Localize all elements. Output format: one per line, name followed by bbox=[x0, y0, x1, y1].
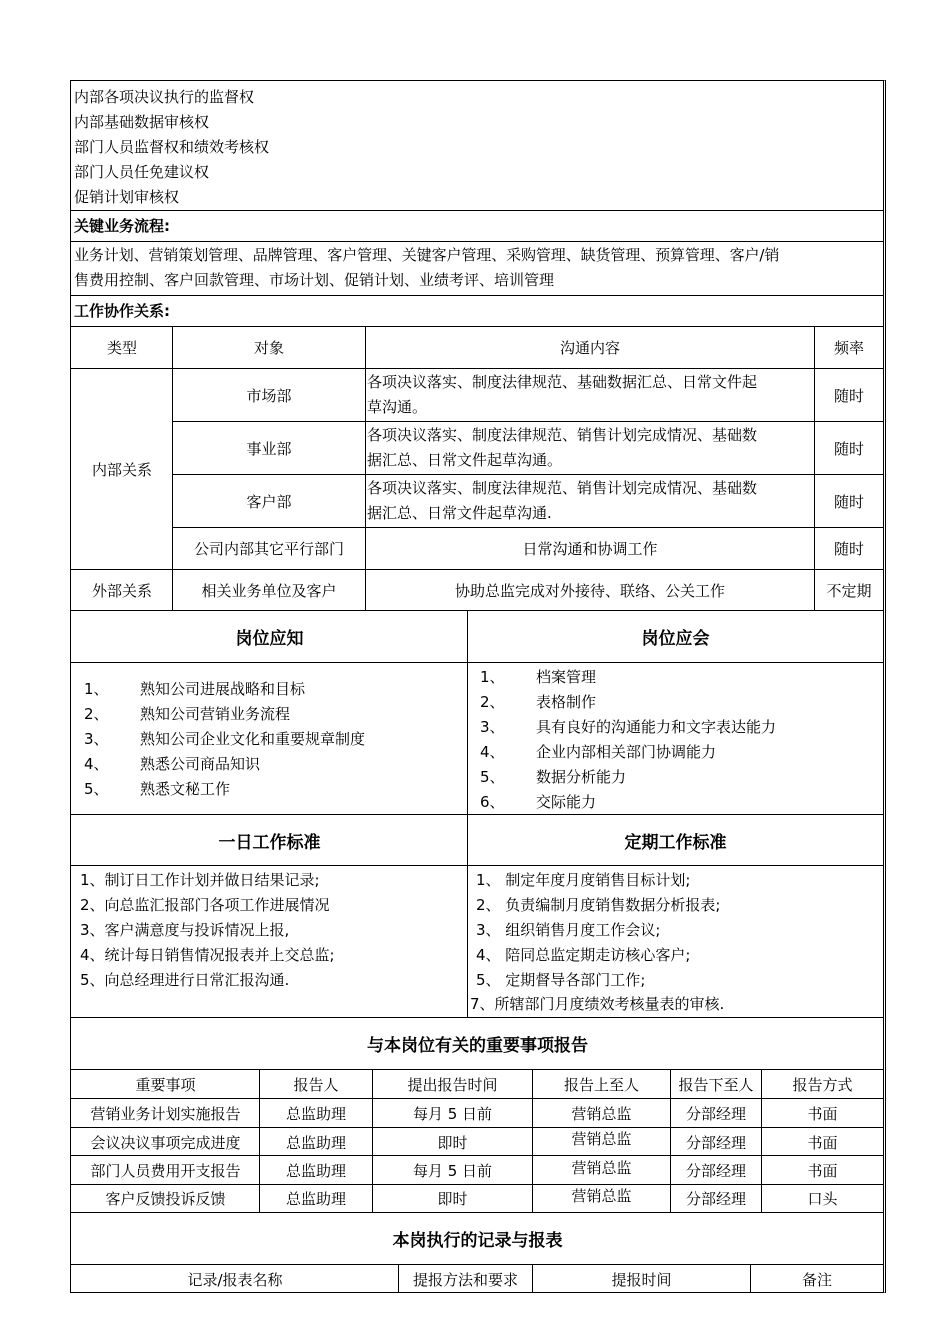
records-title: 本岗执行的记录与报表 bbox=[392, 1231, 563, 1251]
report-cell: 即时 bbox=[437, 1133, 468, 1152]
report-cell: 总监助理 bbox=[285, 1190, 346, 1208]
report-cell: 营销总监 bbox=[571, 1104, 632, 1123]
records-header-cell: 记录/报表名称 bbox=[187, 1270, 283, 1289]
coop-row-freq: 随时 bbox=[833, 439, 864, 458]
daily-item: 3、客户满意度与投诉情况上报, bbox=[80, 921, 290, 939]
report-cell: 每月 5 日前 bbox=[412, 1104, 493, 1123]
know-item: 5、 熟悉文秘工作 bbox=[84, 780, 231, 798]
skill-item: 3、 具有良好的沟通能力和文字表达能力 bbox=[480, 718, 777, 736]
coop-row-content: 据汇总、日常文件起草沟通。 bbox=[367, 451, 563, 469]
know-item: 1、 熟知公司进展战略和目标 bbox=[84, 680, 306, 698]
know-item: 4、 熟悉公司商品知识 bbox=[84, 755, 261, 773]
coop-header-object: 对象 bbox=[253, 338, 284, 357]
report-cell: 会议决议事项完成进度 bbox=[90, 1133, 241, 1152]
daily-item: 1、制订日工作计划并做日结果记录; bbox=[80, 871, 320, 889]
external-object: 相关业务单位及客户 bbox=[201, 581, 337, 600]
records-header-cell: 提报方法和要求 bbox=[412, 1270, 518, 1289]
skill-item: 6、 交际能力 bbox=[480, 793, 597, 811]
report-cell: 书面 bbox=[807, 1161, 838, 1180]
records-header-cell: 备注 bbox=[801, 1270, 832, 1289]
right-item: 部门人员任免建议权 bbox=[74, 163, 210, 181]
coop-row-object: 客户部 bbox=[246, 492, 292, 511]
coop-row-content: 据汇总、日常文件起草沟通. bbox=[367, 504, 552, 522]
skill-item: 4、 企业内部相关部门协调能力 bbox=[480, 743, 717, 761]
report-cell: 口头 bbox=[807, 1190, 838, 1208]
report-cell: 总监助理 bbox=[285, 1161, 346, 1180]
coop-row-freq: 随时 bbox=[833, 386, 864, 405]
reports-header-cell: 提出报告时间 bbox=[407, 1075, 498, 1094]
report-cell: 分部经理 bbox=[685, 1133, 746, 1152]
reports-title: 与本岗位有关的重要事项报告 bbox=[367, 1036, 588, 1056]
reports-header-cell: 报告方式 bbox=[792, 1075, 853, 1094]
external-freq: 不定期 bbox=[826, 581, 872, 600]
report-cell: 书面 bbox=[807, 1104, 838, 1123]
coop-row-content: 日常沟通和协调工作 bbox=[522, 540, 658, 558]
daily-item: 4、统计每日销售情况报表并上交总监; bbox=[80, 946, 335, 964]
coop-row-content: 各项决议落实、制度法律规范、销售计划完成情况、基础数 bbox=[367, 426, 758, 444]
report-cell: 书面 bbox=[807, 1133, 838, 1152]
right-item: 内部基础数据审核权 bbox=[74, 113, 210, 131]
report-cell: 部门人员费用开支报告 bbox=[90, 1161, 241, 1180]
report-cell: 客户反馈投诉反馈 bbox=[105, 1190, 226, 1208]
coop-row-object: 公司内部其它平行部门 bbox=[193, 540, 344, 558]
reports-header-cell: 报告人 bbox=[293, 1075, 339, 1094]
report-cell: 营销业务计划实施报告 bbox=[90, 1104, 241, 1123]
external-label: 外部关系 bbox=[91, 581, 152, 600]
periodic-item: 7、所辖部门月度绩效考核量表的审核. bbox=[470, 995, 725, 1013]
daily-title: 一日工作标准 bbox=[218, 832, 321, 853]
key-process-line: 售费用控制、客户回款管理、市场计划、促销计划、业绩考评、培训管理 bbox=[74, 271, 555, 289]
coop-row-object: 事业部 bbox=[246, 439, 292, 458]
reports-header-cell: 重要事项 bbox=[135, 1075, 196, 1094]
periodic-item: 1、 制定年度月度销售目标计划; bbox=[476, 871, 691, 889]
right-item: 促销计划审核权 bbox=[74, 188, 180, 206]
report-cell: 总监助理 bbox=[285, 1104, 346, 1123]
daily-item: 2、向总监汇报部门各项工作进展情况 bbox=[80, 896, 330, 914]
skill-item: 5、 数据分析能力 bbox=[480, 768, 627, 786]
skill-item: 1、 档案管理 bbox=[480, 668, 597, 686]
right-item: 部门人员监督权和绩效考核权 bbox=[74, 138, 270, 156]
know-item: 3、 熟知公司企业文化和重要规章制度 bbox=[84, 730, 366, 748]
periodic-item: 2、 负责编制月度销售数据分析报表; bbox=[476, 896, 721, 914]
coop-heading: 工作协作关系: bbox=[74, 302, 170, 320]
report-cell: 总监助理 bbox=[285, 1133, 346, 1152]
report-cell: 每月 5 日前 bbox=[412, 1161, 493, 1180]
coop-row-freq: 随时 bbox=[833, 540, 864, 558]
periodic-item: 4、 陪同总监定期走访核心客户; bbox=[476, 946, 691, 964]
reports-header-cell: 报告上至人 bbox=[563, 1075, 639, 1094]
coop-row-content: 草沟通。 bbox=[367, 398, 428, 416]
records-header-cell: 提报时间 bbox=[611, 1270, 672, 1289]
external-content: 协助总监完成对外接待、联络、公关工作 bbox=[454, 581, 725, 600]
report-cell: 营销总监 bbox=[571, 1158, 632, 1177]
coop-header-content: 沟通内容 bbox=[559, 338, 620, 357]
report-cell: 分部经理 bbox=[685, 1104, 746, 1123]
coop-header-type: 类型 bbox=[106, 338, 137, 357]
coop-row-freq: 随时 bbox=[833, 492, 864, 511]
report-cell: 营销总监 bbox=[571, 1187, 632, 1205]
know-title: 岗位应知 bbox=[235, 629, 304, 649]
report-cell: 营销总监 bbox=[571, 1129, 632, 1148]
know-item: 2、 熟知公司营销业务流程 bbox=[84, 705, 291, 723]
report-cell: 即时 bbox=[437, 1190, 468, 1208]
internal-label: 内部关系 bbox=[91, 460, 152, 479]
daily-item: 5、向总经理进行日常汇报沟通. bbox=[80, 971, 290, 989]
periodic-item: 3、 组织销售月度工作会议; bbox=[476, 921, 661, 939]
reports-header-cell: 报告下至人 bbox=[678, 1075, 754, 1094]
report-cell: 分部经理 bbox=[685, 1161, 746, 1180]
report-cell: 分部经理 bbox=[685, 1190, 746, 1208]
key-process-heading: 关键业务流程: bbox=[74, 217, 170, 235]
key-process-line: 业务计划、营销策划管理、品牌管理、客户管理、关键客户管理、采购管理、缺货管理、预算管理、客户/销 bbox=[74, 246, 780, 264]
right-item: 内部各项决议执行的监督权 bbox=[74, 88, 255, 106]
skills-title: 岗位应会 bbox=[641, 629, 710, 649]
skill-item: 2、 表格制作 bbox=[480, 693, 597, 711]
coop-row-content: 各项决议落实、制度法律规范、基础数据汇总、日常文件起 bbox=[367, 373, 758, 391]
periodic-item: 5、 定期督导各部门工作; bbox=[476, 971, 646, 989]
periodic-title: 定期工作标准 bbox=[624, 832, 727, 853]
coop-row-object: 市场部 bbox=[246, 386, 292, 405]
coop-row-content: 各项决议落实、制度法律规范、销售计划完成情况、基础数 bbox=[367, 479, 758, 497]
coop-header-freq: 频率 bbox=[833, 338, 864, 357]
